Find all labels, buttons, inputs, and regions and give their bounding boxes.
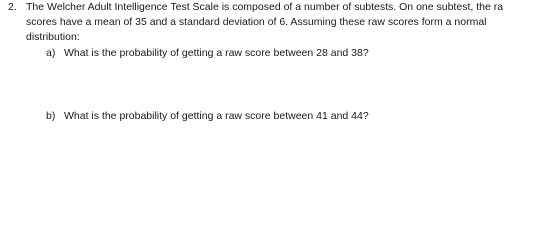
problem-statement xyxy=(26,0,503,45)
problem-line-3: distribution: xyxy=(26,31,80,43)
part-a-label: a) xyxy=(46,47,56,59)
problem-line-1: The Welcher Adult Intelligence Test Scale is composed of a number of subtests. On one subtest, the ra xyxy=(26,1,504,13)
part-a xyxy=(46,46,369,61)
part-b xyxy=(46,109,369,124)
problem-number: 2. xyxy=(8,1,17,13)
problem-line-2: scores have a mean of 35 and a standard deviation of 6. Assuming these raw scores form a normal xyxy=(26,16,487,28)
part-b-question: What is the probability of getting a raw score between 41 and 44? xyxy=(64,110,369,122)
part-a-question: What is the probability of getting a raw score between 28 and 38? xyxy=(64,47,369,59)
part-b-label: b) xyxy=(46,110,56,122)
